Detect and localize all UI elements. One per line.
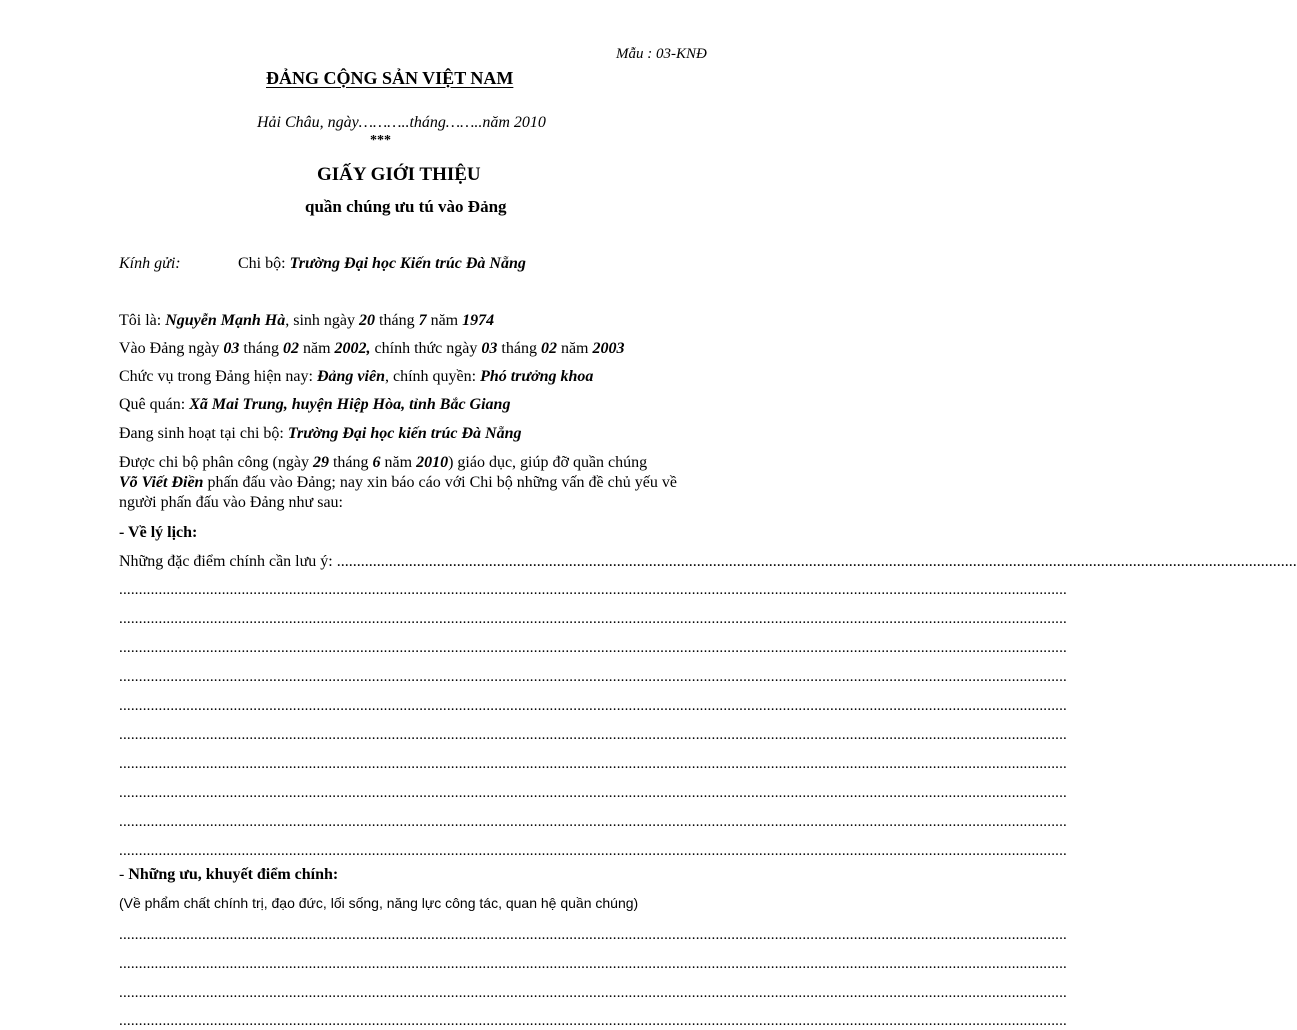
label-text: năm [384,454,413,471]
assignment-year: 2010 [416,454,449,471]
label-text: Được chi bộ phân công (ngày [119,454,309,471]
join-month: 02 [282,340,299,357]
dotted-line: ................................................................................................................................................................................................................................................ [119,1013,1067,1029]
dotted-line: ................................................................................................................................................................................................................................................ [119,843,1067,859]
dotted-line: ................................................................................................................................................................................................................................................ [119,985,1067,1001]
introducer-name: Nguyễn Mạnh Hà [165,312,286,329]
gov-position: Phó trưởng khoa [480,368,594,385]
assignment-day: 29 [312,454,329,471]
section-background-heading: - Về lý lịch: [119,524,198,541]
recipient-prefix: Chi bộ: [238,255,286,272]
heading-dash: - [119,866,129,883]
official-year: 2003 [592,340,625,357]
label-text: năm [430,312,459,329]
dotted-line: ................................................................................................................................................................................................................................................ [119,669,1067,685]
dotted-fill: ................................................................................................................................................................................................................................................ [336,553,1297,570]
recipient-name: Trường Đại học Kiến trúc Đà Nẵng [289,255,526,272]
dotted-line: ................................................................................................................................................................................................................................................ [119,956,1067,972]
hometown-line [119,396,510,414]
prompt-label: Những đặc điểm chính cần lưu ý: [119,553,333,570]
label-text: Tôi là: [119,312,162,329]
section-merits-heading [119,866,338,884]
label-text: tháng [501,340,537,357]
label-text: Chức vụ trong Đảng hiện nay: [119,368,313,385]
label-text: tháng [243,340,279,357]
label-text: năm [560,340,589,357]
dotted-line: ................................................................................................................................................................................................................................................ [119,698,1067,714]
assignment-month: 6 [372,454,381,471]
label-text: , sinh ngày [285,312,356,329]
recipient-line [238,255,526,273]
label-text: ) giáo dục, giúp đỡ quần chúng [448,454,648,471]
candidate-name: Võ Viết Điền [119,474,204,491]
introducer-name-line [119,312,494,330]
dotted-line: ................................................................................................................................................................................................................................................ [119,727,1067,743]
branch-name: Trường Đại học kiến trúc Đà Nẵng [287,425,522,442]
label-text: tháng [332,454,369,471]
heading-text: Những ưu, khuyết điểm chính: [128,866,339,883]
assignment-line-3: người phấn đấu vào Đảng như sau: [119,494,343,511]
background-prompt-line [119,553,1297,571]
merits-note: (Về phẩm chất chính trị, đạo đức, lối sống, năng lực công tác, quan hệ quần chúng) [119,895,639,911]
label-text: chính thức ngày [374,340,478,357]
dob-month: 7 [418,312,427,329]
official-month: 02 [540,340,557,357]
assignment-line-2 [119,474,677,492]
dotted-line: ................................................................................................................................................................................................................................................ [119,640,1067,656]
hometown: Xã Mai Trung, huyện Hiệp Hòa, tỉnh Bắc Giang [189,396,511,413]
label-text: tháng [379,312,415,329]
party-join-line [119,340,624,358]
dotted-line: ................................................................................................................................................................................................................................................ [119,785,1067,801]
official-day: 03 [481,340,498,357]
label-text: Vào Đảng ngày [119,340,220,357]
label-text: Đang sinh hoạt tại chi bộ: [119,425,284,442]
join-year: 2002, [334,340,371,357]
document-title: GIẤY GIỚI THIỆU [317,164,481,185]
form-code: Mẫu : 03-KNĐ [616,46,707,62]
dob-day: 20 [359,312,376,329]
document-subtitle: quần chúng ưu tú vào Đảng [305,197,507,216]
branch-line [119,425,521,443]
label-text: phấn đấu vào Đảng; nay xin báo cáo với Chi bộ những vấn đề chủ yếu về [207,474,677,491]
label-text: , chính quyền: [384,368,477,385]
label-text: năm [302,340,331,357]
dotted-line: ................................................................................................................................................................................................................................................ [119,582,1067,598]
recipient-label: Kính gửi: [119,255,181,272]
label-text: Quê quán: [119,396,186,413]
assignment-line-1 [119,454,647,472]
dotted-line: ................................................................................................................................................................................................................................................ [119,814,1067,830]
dob-year: 1974 [462,312,495,329]
dotted-line: ................................................................................................................................................................................................................................................ [119,611,1067,627]
dotted-line: ................................................................................................................................................................................................................................................ [119,927,1067,943]
place-date-line: Hải Châu, ngày………..tháng……..năm 2010 [257,114,546,131]
join-day: 03 [223,340,240,357]
position-line [119,368,593,386]
stars-separator: *** [370,133,391,148]
dotted-line: ................................................................................................................................................................................................................................................ [119,756,1067,772]
party-name-heading: ĐẢNG CỘNG SẢN VIỆT NAM [266,68,514,88]
party-position: Đảng viên [316,368,385,385]
